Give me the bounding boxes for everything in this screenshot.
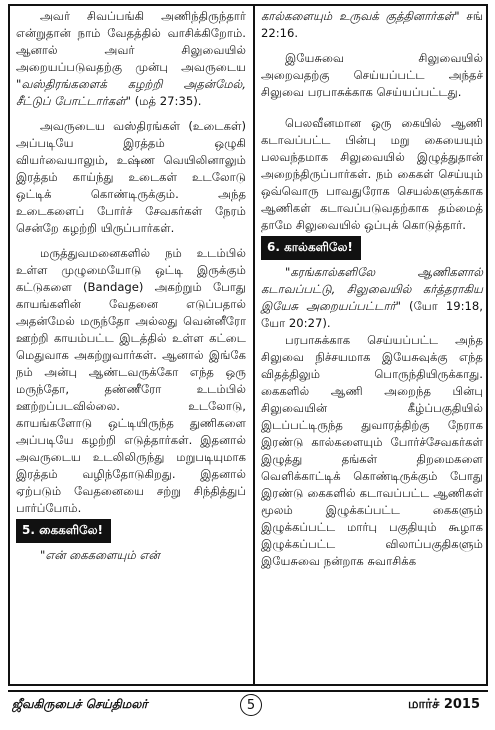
scripture-ref: சங் 22:16. xyxy=(261,9,483,40)
scripture-ref: (மத் 27:35). xyxy=(134,94,202,108)
page-footer xyxy=(8,690,488,718)
paragraph: பெலவீனமான ஒரு கையில் ஆணி கடாவப்பட்ட பின்பு மறு கையையும் பலவந்தமாக சிலுவையில் இழுத்துதான் அறைந்திருப்பார்கள். நம் கைகள் செய்யும் ஒவ்வொரு பாவதுரோக செயல்களுக்காக ஆணிகள் கடாவப்படுவதற்காக தம்மைத் தாமே சிலுவையில் ஒப்புக் கொடுத்தார். xyxy=(261,116,483,232)
page-number: 5 xyxy=(240,694,262,716)
section-heading-5: 5. கைகளிலே! xyxy=(16,519,111,543)
issue-date: மார்ச் 2015 xyxy=(408,697,480,712)
paragraph: அவருடைய வஸ்திரங்கள் (உடைகள்) அப்படியே இரத்தம் ஒழுகி வியர்வையாலும், உஷ்ண வெயிலினாலும் இரத்தம் காய்ந்து உடைகள் உடலோடு ஒட்டிக் கொண்டிருக்கும். அந்த உடைகளைப் போர்ச் சேவகர்கள் நேரம் சென்றே கழற்றி யிருப்பார்கள். xyxy=(16,119,246,235)
paragraph: மருத்துவமனைகளில் நம் உடம்பில் உள்ள முழுமையோடு ஒட்டி இருக்கும் கட்டுகளை (Bandage) அகற்றும் போது காயங்களின் வேதனை எடுப்பதால் அதன்மேல் மருந்தோ அல்லது வென்னீரோ ஊற்றி காயம்பட்ட இடத்தில் உள்ள கட்டை மெதுவாக அகற்றுவார்கள். ஆனால் இங்கே நம் அன்பு ஆண்டவருக்கோ எந்த ஒரு மருந்தோ, தண்ணீரோ உடம்பில் ஊற்றப்படவில்லை. உடலோடு, காயங்களோடு ஒட்டியிருந்த துணிகளை அப்படியே கழற்றி எடுத்தார்கள். இதனால் அவருடைய உடலிலிருந்து மறுபடியுமாக இரத்தம் வழிந்தோடுகிறது. இதனால் ஏற்படும் வேதனையை சற்று சிந்தித்துப் பார்ப்போம். xyxy=(16,246,246,515)
paragraph: இயேசுவை சிலுவையில் அறைவதற்கு செய்யப்பட்ட அந்தச் சிலுவை பரபாசுக்காக செய்யப்பட்டது. xyxy=(261,51,483,99)
scripture-quote: கால்களையும் உருவக் குத்தினார்கள்" xyxy=(261,9,460,23)
column-divider xyxy=(253,6,255,684)
paragraph xyxy=(261,8,483,42)
paragraph xyxy=(261,264,483,332)
magazine-name: ஜீவகிருபைச் செய்திமலர் xyxy=(12,697,148,711)
scripture-ref: (யோ 19:18, யோ 20:27). xyxy=(261,299,483,330)
scripture-quote: "வஸ்திரங்களைக் கழற்றி அதன்மேல், சீட்டுப் போட்டார்கள்" xyxy=(16,77,246,108)
right-column xyxy=(261,8,483,570)
page-frame xyxy=(8,4,488,686)
left-column xyxy=(16,8,246,564)
paragraph: அவர் சிவப்பங்கி அணிந்திருந்தார் என்றுதான் நாம் வேதத்தில் வாசிக்கிறோம். ஆனால் அவர் சிலுவையில் அறையப்படுவதற்கு முன்பு அவருடைய "வஸ்திரங்களைக் கழற்றி அதன்மேல், சீட்டுப் போட்டார்கள்" (மத் 27:35). xyxy=(16,9,246,108)
paragraph: பரபாசுக்காக செய்யப்பட்ட அந்த சிலுவை நிச்சயமாக இயேசுவுக்கு எந்த விதத்திலும் பொருந்தியிருக்காது. கைகளில் ஆணி அறைந்த பின்பு சிலுவையின் கீழ்ப்பகுதியில் இடப்பட்டிருந்த துவாரத்திற்கு நேராக இரண்டு கால்களையும் போர்ச்சேவகர்கள் இழுத்து தங்கள் திறமைகளை வெளிக்காட்டிக் கொண்டிருக்கும் போது இரண்டு கைகளில் கடாவப்பட்ட ஆணிகள் மூலம் இழுக்கப்பட்ட கைகளும் இழுக்கப்பட்ட மார்பு பகுதியும் கூழாக இழுக்கப்பட்ட விலாப்பகுதிகளும் இயேசுவை நன்றாக சுவாசிக்க xyxy=(261,333,483,568)
scripture-quote: "கரங்கால்களிலே ஆணிகளால் கடாவப்பட்டு, சிலுவையில் கர்த்தராகிய இயேசு அறையப்பட்டார்" xyxy=(261,265,483,313)
section-heading-6: 6. கால்களிலே! xyxy=(261,236,361,260)
scripture-quote: "என் கைகளையும் என் xyxy=(40,548,160,562)
